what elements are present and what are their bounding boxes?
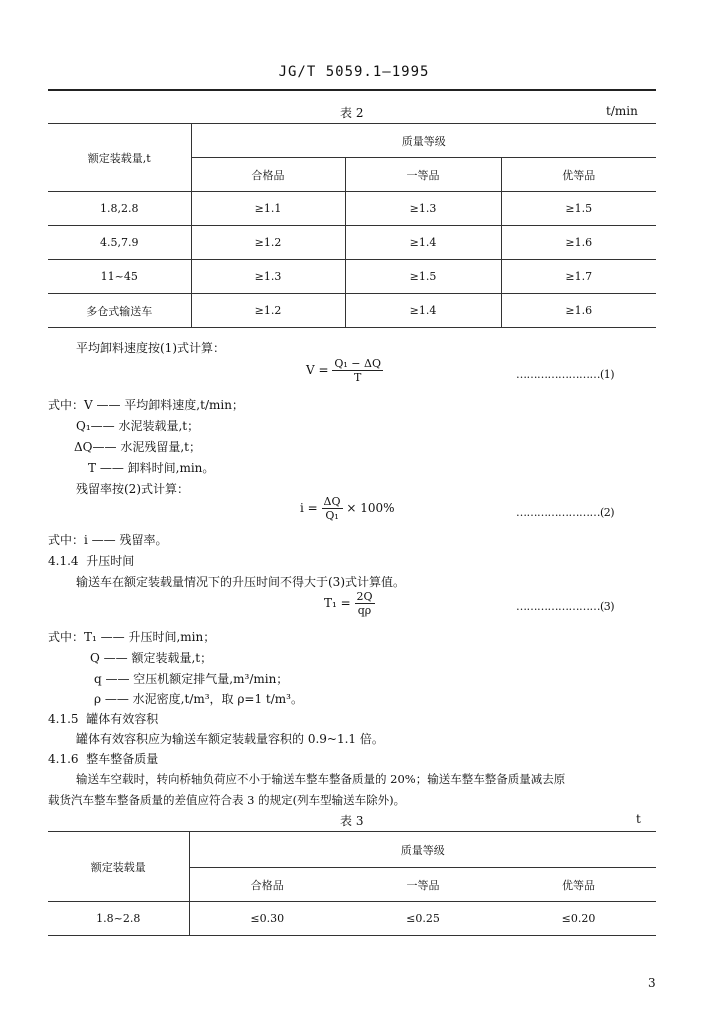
eq2-numerator: ΔQ [323, 495, 341, 508]
eq2-leader: ……………………(2) [516, 506, 615, 519]
table2-cell: ≥1.6 [501, 226, 656, 260]
table2-col-header-load: 额定装载量,t [48, 124, 191, 192]
table2-cell-load: 1.8,2.8 [48, 192, 191, 226]
where1-line1 [48, 396, 244, 413]
paragraph-boost-time: 输送车在额定装载量情况下的升压时间不得大于(3)式计算值。 [76, 575, 406, 589]
table2-cell: ≥1.2 [191, 294, 345, 328]
table2-cell: ≥1.4 [345, 294, 501, 328]
table-row [48, 226, 656, 260]
section-number: 4.1.6 [48, 752, 79, 766]
where2: 式中：i —— 残留率。 [48, 533, 168, 547]
eq1-lhs: V = [306, 363, 329, 377]
paragraph-curb-mass-2: 载货汽车整车整备质量的差值应符合表 3 的规定(列车型输送车除外)。 [48, 793, 406, 807]
table3-cell: ≤0.30 [189, 902, 345, 936]
eq1-number: (1) [600, 368, 615, 381]
table2-col-header-quality: 质量等级 [191, 124, 656, 158]
eq3-number: (3) [600, 600, 615, 613]
section-title: 升压时间 [86, 554, 135, 568]
eq3-numerator: 2Q [356, 590, 373, 603]
table3-col-header-load: 额定装载量 [48, 832, 189, 902]
table2-cell: ≥1.3 [345, 192, 501, 226]
table2-grade-first: 一等品 [345, 158, 501, 192]
table3-col-header-quality: 质量等级 [189, 832, 656, 868]
eq2-lhs: i = [300, 501, 318, 515]
eq2-number: (2) [600, 506, 615, 519]
eq3-fraction [355, 590, 375, 617]
table-row [48, 294, 656, 328]
equation-1 [306, 357, 383, 384]
section-number: 4.1.4 [48, 554, 79, 568]
table2-cell-load: 4.5,7.9 [48, 226, 191, 260]
table2-cell: ≥1.4 [345, 226, 501, 260]
table-row [48, 192, 656, 226]
page-number: 3 [648, 976, 656, 990]
header-rule [48, 89, 656, 91]
table2-cell: ≥1.1 [191, 192, 345, 226]
where1-intro: 式中： [48, 398, 85, 412]
table3 [48, 831, 656, 936]
eq1-denominator: T [354, 371, 362, 384]
eq2-denominator: Q₁ [325, 509, 339, 522]
table2 [48, 123, 656, 328]
table2-cell: ≥1.2 [191, 226, 345, 260]
standard-code-header: JG/T 5059.1—1995 [278, 64, 430, 80]
table2-cell-load: 多仓式输送车 [48, 294, 191, 328]
where3-item: T₁ —— 升压时间,min； [84, 630, 216, 644]
eq1-fraction [332, 357, 383, 384]
paragraph-residual-rate: 残留率按(2)式计算： [76, 482, 189, 496]
eq1-leader: ……………………(1) [516, 368, 615, 381]
table2-caption: 表 2 [340, 106, 364, 120]
table2-grade-superior: 优等品 [501, 158, 656, 192]
where1-item: Q₁—— 水泥装载量,t； [76, 419, 200, 433]
paragraph-tank-volume: 罐体有效容积应为输送车额定装载量容积的 0.9~1.1 倍。 [76, 732, 384, 746]
table3-cell-load: 1.8~2.8 [48, 902, 189, 936]
section-number: 4.1.5 [48, 712, 79, 726]
table2-cell-load: 11~45 [48, 260, 191, 294]
equation-3 [324, 590, 375, 617]
table2-cell: ≥1.6 [501, 294, 656, 328]
where1-item: ΔQ—— 水泥残留量,t； [74, 440, 201, 454]
eq3-leader: ……………………(3) [516, 600, 615, 613]
section-title: 罐体有效容积 [86, 712, 159, 726]
eq2-fraction [322, 495, 343, 522]
table2-cell: ≥1.3 [191, 260, 345, 294]
eq1-numerator: Q₁ − ΔQ [334, 357, 381, 370]
table2-cell: ≥1.5 [501, 192, 656, 226]
table-row [48, 902, 656, 936]
table3-grade-qualified: 合格品 [189, 868, 345, 902]
eq3-lhs: T₁ = [324, 596, 351, 610]
table3-cell: ≤0.20 [501, 902, 656, 936]
section-4-1-6 [48, 750, 158, 767]
where3-intro: 式中： [48, 630, 85, 644]
eq3-denominator: qρ [357, 604, 372, 617]
paragraph-unload-speed: 平均卸料速度按(1)式计算： [76, 341, 225, 355]
where1-item: V —— 平均卸料速度,t/min； [84, 398, 244, 412]
section-4-1-5 [48, 710, 158, 727]
table3-grade-superior: 优等品 [501, 868, 656, 902]
section-title: 整车整备质量 [86, 752, 159, 766]
equation-2 [300, 495, 395, 522]
where3-item: q —— 空压机额定排气量,m³/min； [94, 672, 289, 686]
table-row [48, 260, 656, 294]
section-4-1-4 [48, 552, 134, 569]
table3-cell: ≤0.25 [345, 902, 501, 936]
table2-grade-qualified: 合格品 [191, 158, 345, 192]
table2-cell: ≥1.7 [501, 260, 656, 294]
table3-unit: t [636, 812, 641, 826]
eq2-tail: × 100% [346, 501, 395, 515]
where3-item: ρ —— 水泥密度,t/m³，取 ρ=1 t/m³。 [94, 692, 303, 706]
where3-item: Q —— 额定装载量,t； [90, 651, 213, 665]
table2-cell: ≥1.5 [345, 260, 501, 294]
table2-unit: t/min [606, 104, 638, 118]
table3-grade-first: 一等品 [345, 868, 501, 902]
where1-item: T —— 卸料时间,min。 [88, 461, 215, 475]
where3-line1 [48, 628, 215, 645]
table3-caption: 表 3 [340, 814, 364, 828]
paragraph-curb-mass-1: 输送车空载时，转向桥轴负荷应不小于输送车整车整备质量的 20%；输送车整车整备质量减去原 [76, 772, 566, 786]
